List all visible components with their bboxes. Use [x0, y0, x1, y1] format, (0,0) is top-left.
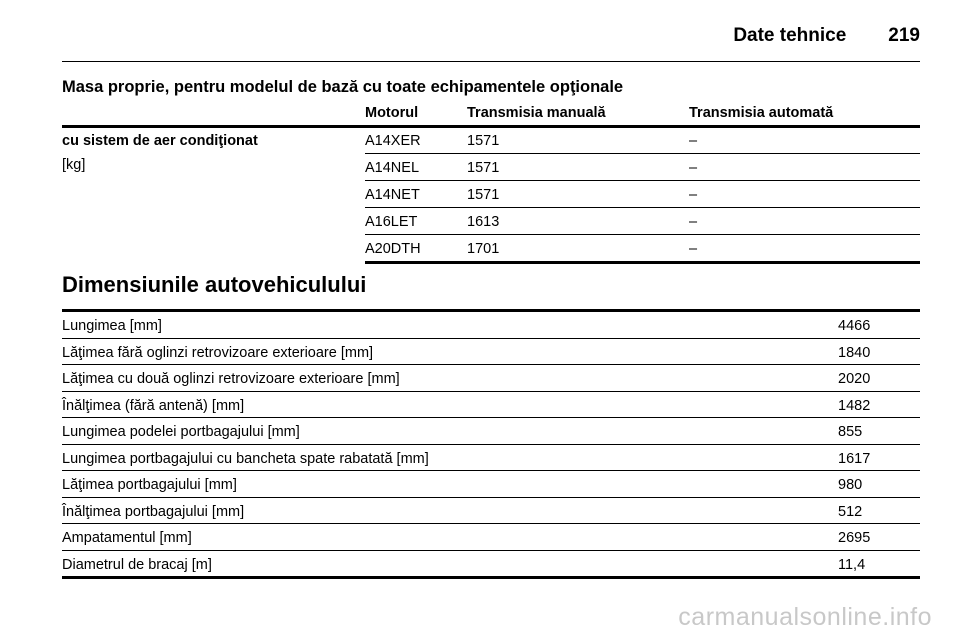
column-header-manual: Transmisia manuală	[467, 105, 606, 121]
table-row	[62, 365, 920, 392]
dimension-label: Înălţimea (fără antenă) [mm]	[62, 397, 245, 414]
dimension-value: 855	[838, 424, 863, 440]
dimension-label: Lăţimea cu două oglinzi retrovizoare exterioare [mm]	[62, 371, 400, 387]
table-row	[365, 235, 920, 264]
table-row	[62, 418, 920, 445]
header-divider	[62, 61, 920, 62]
dimension-label: Lungimea podelei portbagajului [mm]	[62, 424, 300, 440]
dimensions-title: Dimensiunile autovehiculului	[62, 272, 367, 297]
cell-automatic: –	[689, 133, 698, 149]
column-header-automatic: Transmisia automată	[689, 105, 834, 121]
cell-manual: 1571	[467, 160, 500, 176]
dimensions-table	[62, 309, 920, 579]
dimension-value: 1840	[838, 344, 871, 361]
table-row	[365, 127, 920, 154]
table-row	[62, 392, 920, 419]
column-header-motor: Motorul	[365, 105, 419, 121]
dimension-label: Lăţimea portbagajului [mm]	[62, 477, 237, 493]
cell-automatic: –	[689, 241, 698, 257]
table-row	[365, 181, 920, 208]
table-row	[365, 208, 920, 235]
page-number: 219	[888, 25, 920, 46]
dimension-value: 1482	[838, 397, 871, 414]
cell-automatic: –	[689, 160, 698, 176]
dimension-label: Diametrul de bracaj [m]	[62, 556, 212, 573]
mass-row-label: cu sistem de aer condiţionat	[62, 133, 258, 149]
cell-manual: 1571	[467, 133, 500, 149]
section-title: Date tehnice	[733, 25, 847, 46]
cell-motor: A14XER	[365, 133, 421, 149]
dimension-label: Lungimea [mm]	[62, 318, 162, 334]
dimension-value: 2695	[838, 530, 871, 546]
cell-manual: 1613	[467, 214, 500, 230]
dimension-label: Lungimea portbagajului cu bancheta spate rabatată [mm]	[62, 450, 429, 467]
dimension-value: 2020	[838, 371, 871, 387]
table-row	[62, 551, 920, 580]
dimension-label: Înălţimea portbagajului [mm]	[62, 503, 245, 520]
cell-motor: A14NET	[365, 187, 420, 203]
mass-table-title: Masa proprie, pentru modelul de bază cu toate echipamentele opţionale	[62, 78, 624, 96]
table-row	[62, 524, 920, 551]
cell-manual: 1571	[467, 187, 500, 203]
mass-table-header	[62, 103, 920, 125]
table-row	[62, 312, 920, 339]
table-row	[62, 498, 920, 525]
table-row	[62, 471, 920, 498]
dimension-value: 980	[838, 477, 863, 493]
watermark: carmanualsonline.info	[678, 603, 932, 631]
table-row	[62, 339, 920, 366]
dimension-value: 1617	[838, 450, 871, 467]
page-header	[62, 18, 920, 54]
dimension-label: Ampatamentul [mm]	[62, 530, 192, 546]
mass-table-body	[365, 127, 920, 264]
dimension-value: 4466	[838, 318, 871, 334]
cell-automatic: –	[689, 214, 698, 230]
table-row	[365, 154, 920, 181]
cell-motor: A14NEL	[365, 160, 420, 176]
table-row	[62, 445, 920, 472]
cell-motor: A16LET	[365, 214, 418, 230]
dimension-value: 512	[838, 503, 863, 520]
mass-row-unit: [kg]	[62, 157, 86, 173]
dimension-value: 11,4	[838, 556, 866, 573]
dimension-label: Lăţimea fără oglinzi retrovizoare exterioare [mm]	[62, 344, 374, 361]
cell-motor: A20DTH	[365, 241, 421, 257]
cell-automatic: –	[689, 187, 698, 203]
cell-manual: 1701	[467, 241, 500, 257]
